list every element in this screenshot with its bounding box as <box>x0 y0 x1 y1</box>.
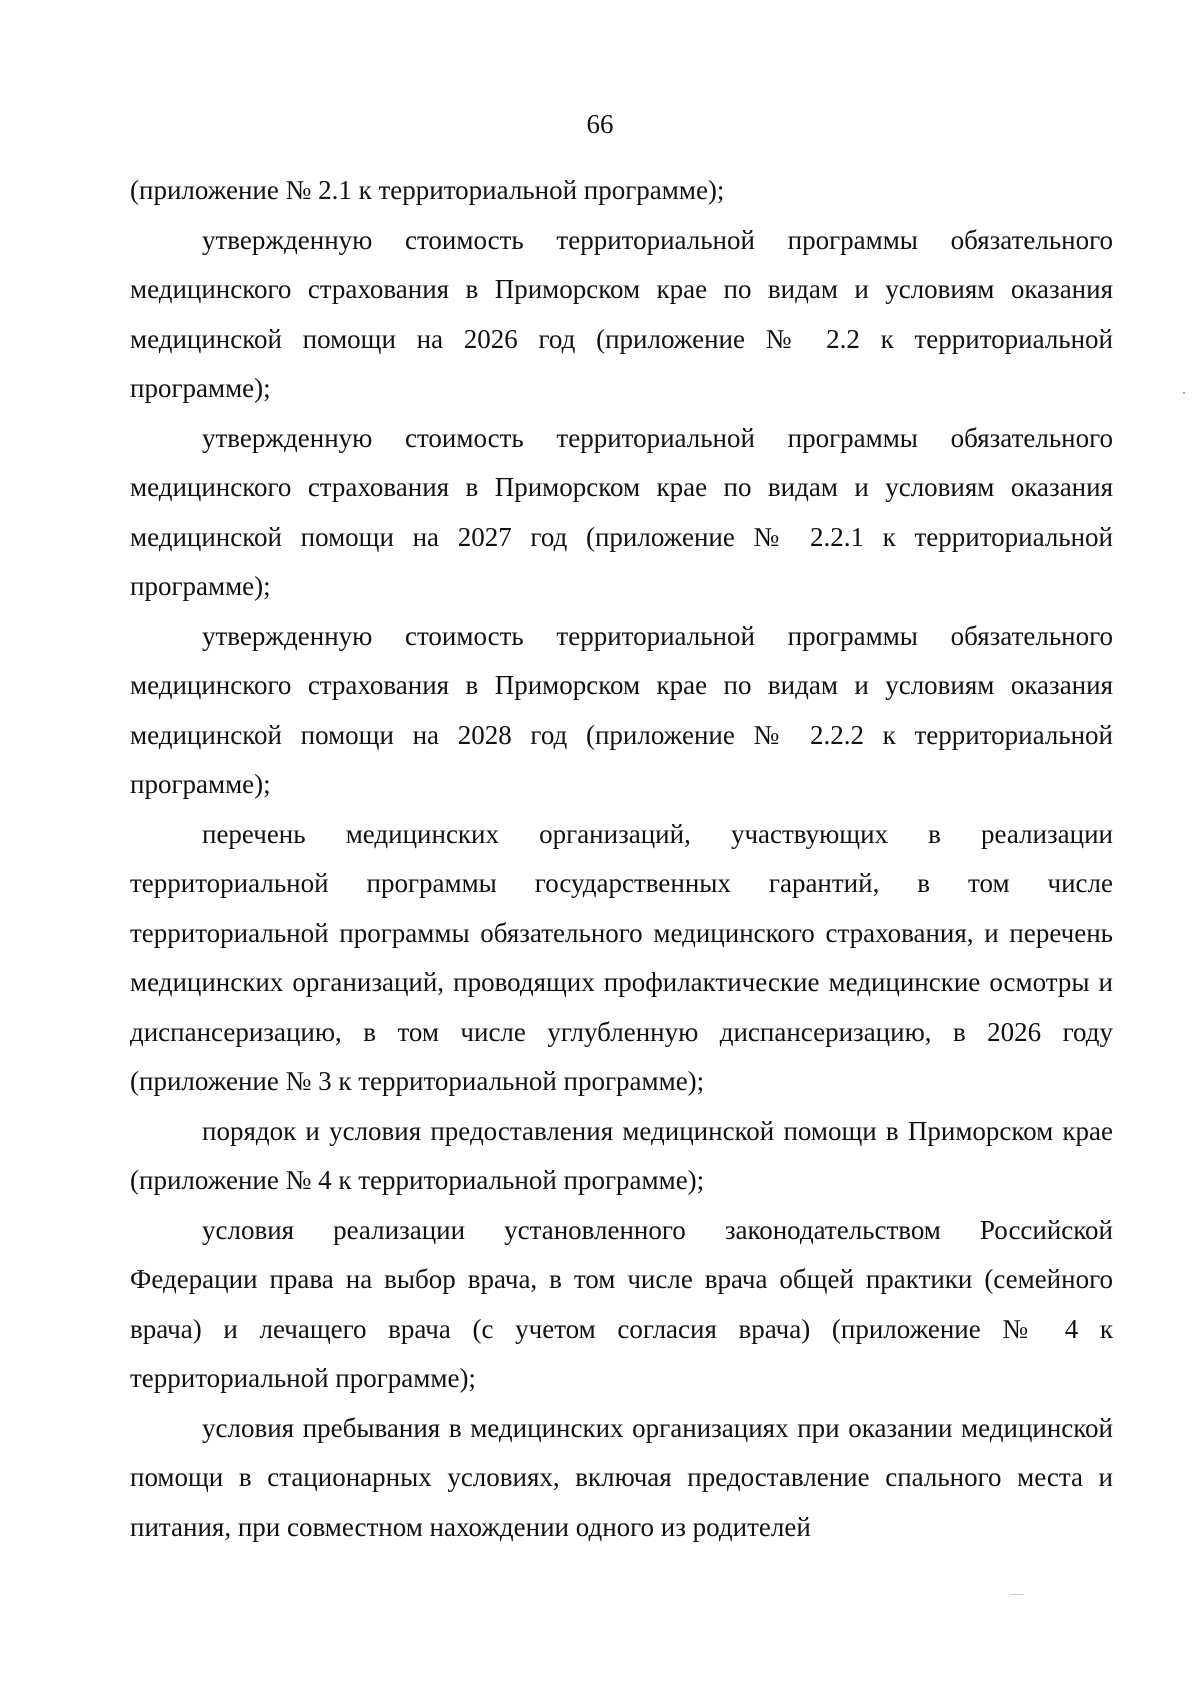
paragraph-organizations-list: перечень медицинских организаций, участвующих в реализации территориальной программы государственных гарантий, в том числе территориальной программы обязательного медицинского страхования, и перечень медицинских организаций, проводящих профилактические медицинские осмотры и диспансеризацию, в том числе углубленную диспансеризацию, в 2026 году (приложение № 3 к территориальной программе); <box>130 818 1113 1096</box>
paragraph-continuation: (приложение № 2.1 к территориальной программе); <box>130 175 725 205</box>
paragraph-stay-conditions: условия пребывания в медицинских организациях при оказании медицинской помощи в стационарных условиях, включая предоставление спального места и питания, при совместном нахождении одного из родителей <box>130 1412 1113 1542</box>
paragraph-cost-2027: утвержденную стоимость территориальной программы обязательного медицинского страхования в Приморском крае по видам и условиям оказания медицинской помощи на 2027 год (приложение № 2.2.1 к территориальной программе); <box>130 422 1113 601</box>
scan-speck <box>1183 392 1185 394</box>
paragraph-order-and-conditions: порядок и условия предоставления медицинской помощи в Приморском крае (приложение № 4 к территориальной программе); <box>130 1115 1113 1195</box>
paragraph-cost-2026: утвержденную стоимость территориальной программы обязательного медицинского страхования в Приморском крае по видам и условиям оказания медицинской помощи на 2026 год (приложение № 2.2 к территориальной программе); <box>130 224 1113 403</box>
page-number: 66 <box>586 109 614 139</box>
scan-speck <box>1010 1594 1024 1595</box>
paragraph-cost-2028: утвержденную стоимость территориальной программы обязательного медицинского страхования в Приморском крае по видам и условиям оказания медицинской помощи на 2028 год (приложение № 2.2.2 к территориальной программе); <box>130 620 1113 799</box>
document-body <box>130 166 1113 1552</box>
paragraph-doctor-choice: условия реализации установленного законодательством Российской Федерации права на выбор врача, в том числе врача общей практики (семейного врача) и лечащего врача (с учетом согласия врача) (приложение № 4 к территориальной программе); <box>130 1214 1113 1393</box>
